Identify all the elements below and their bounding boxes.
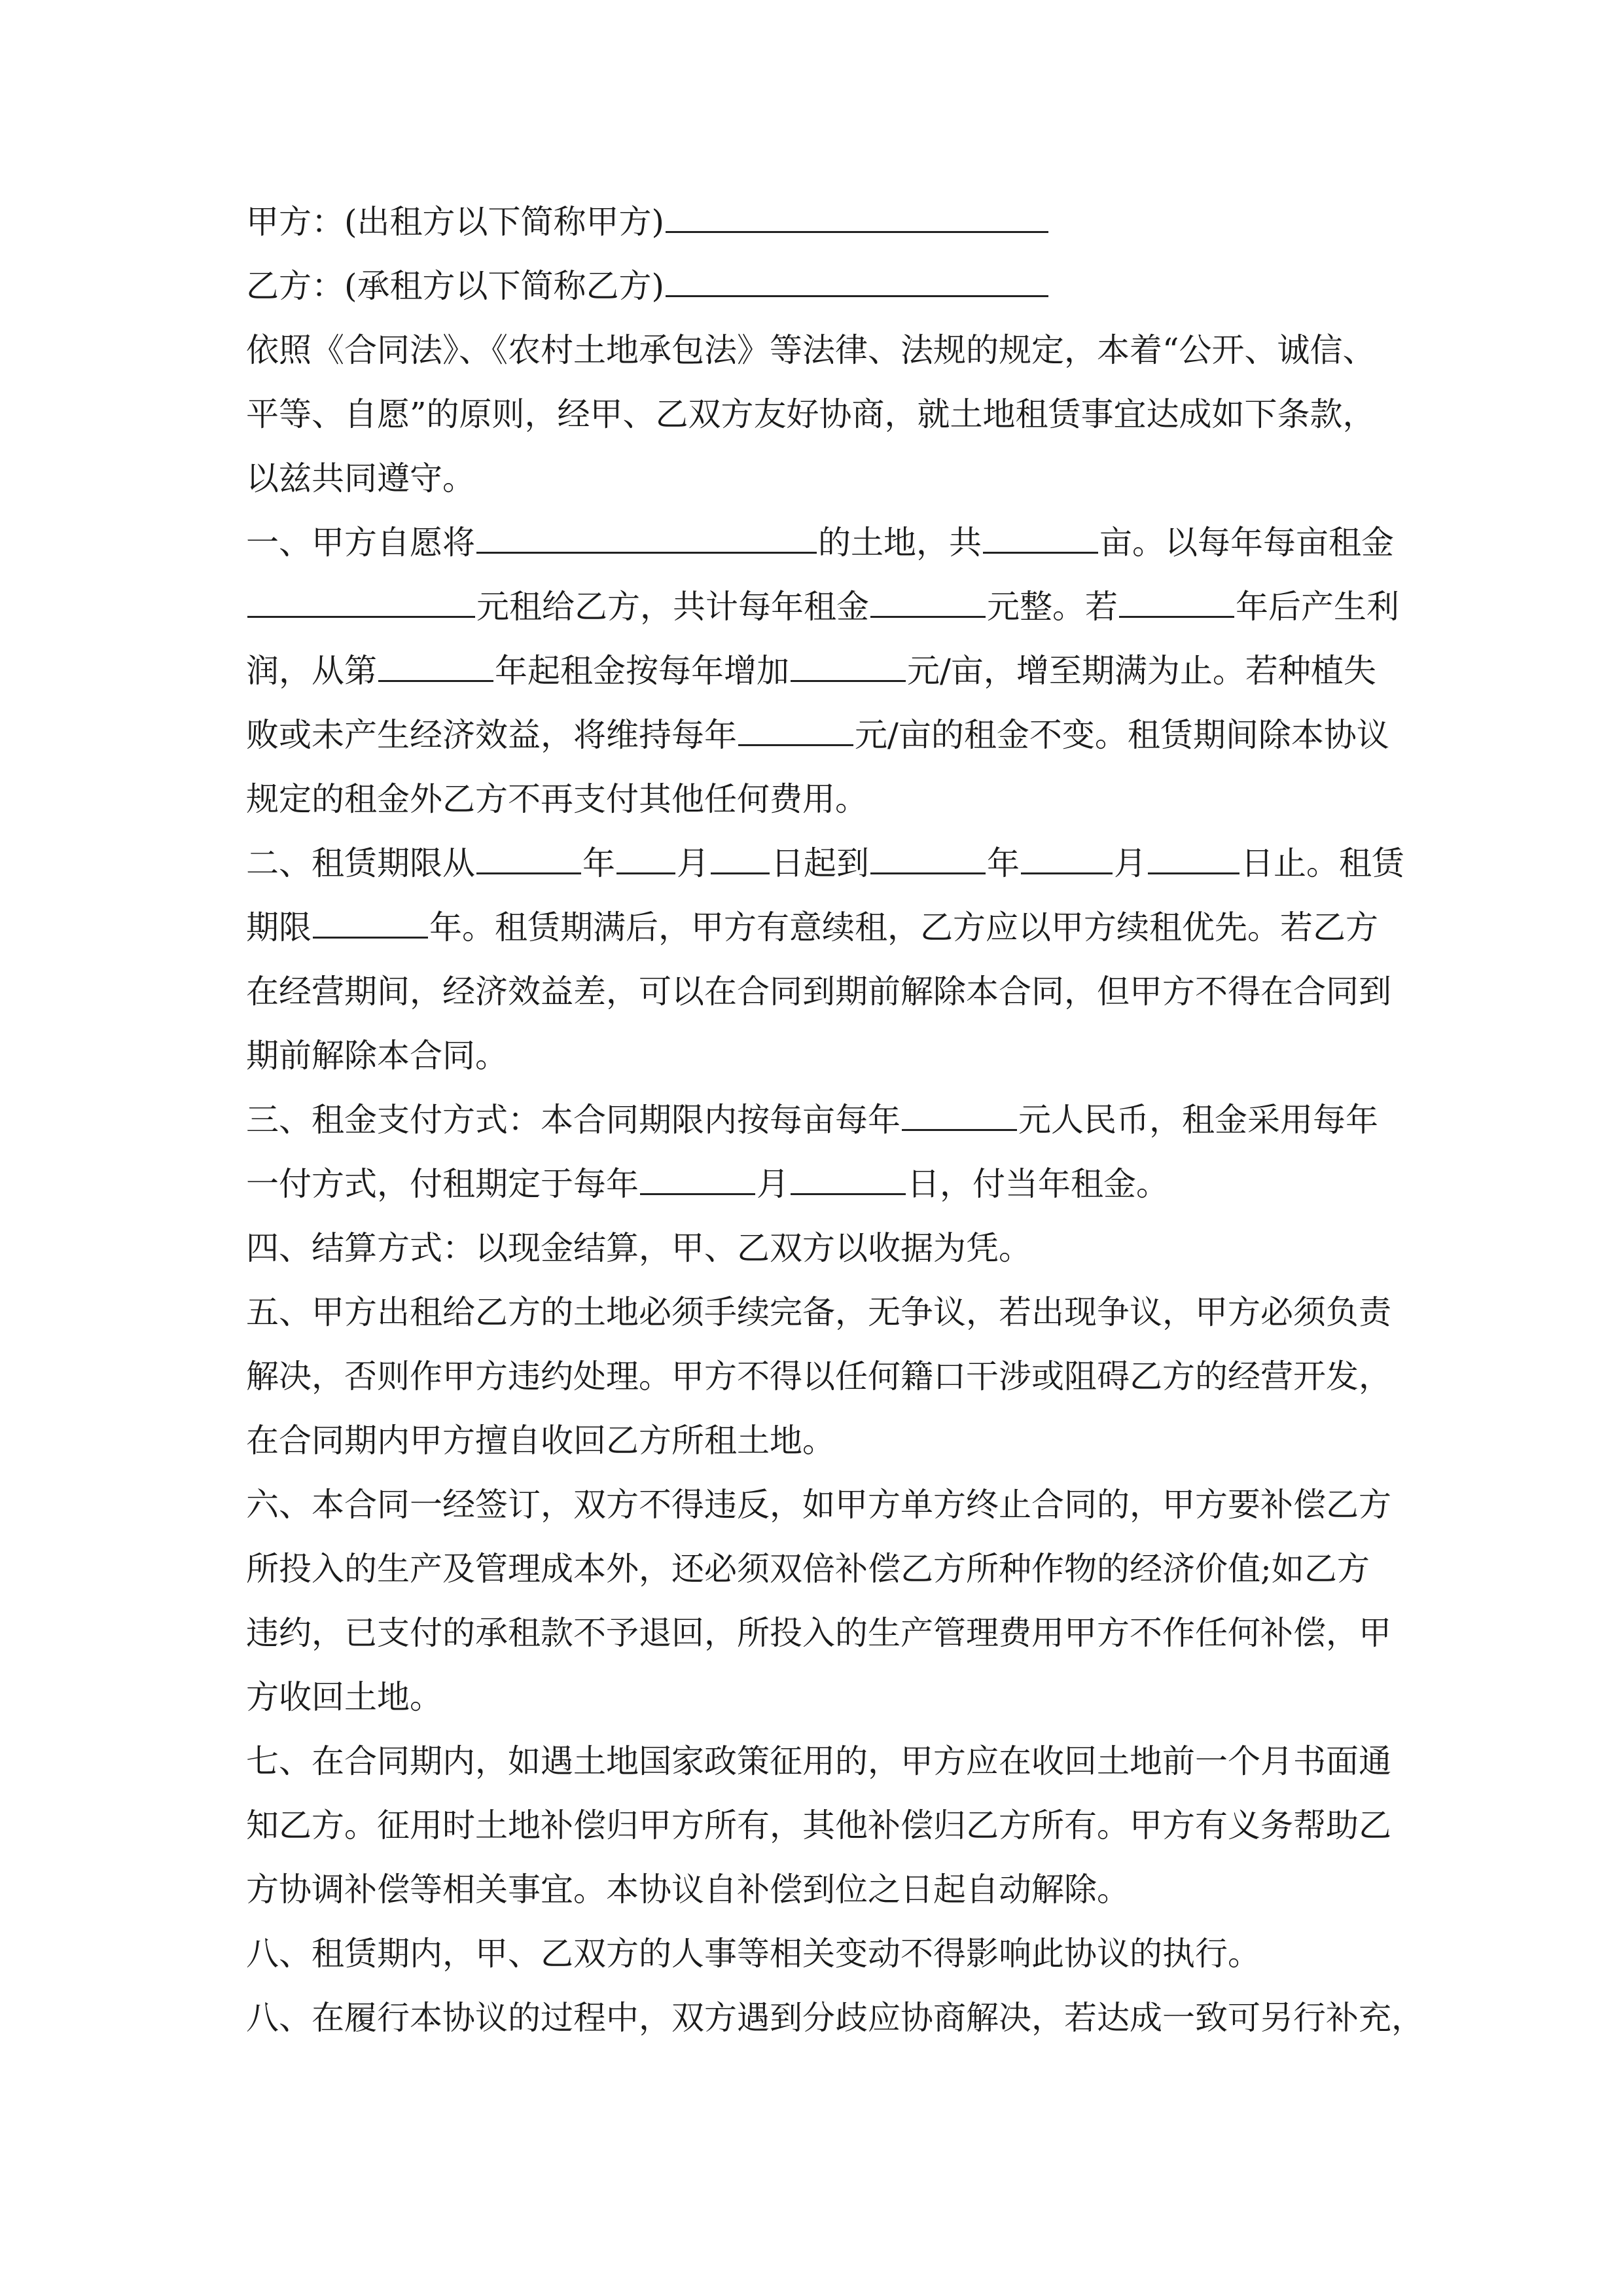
clause2-text: 日起到 — [771, 844, 869, 882]
clause2-text: 二、租赁期限从 — [246, 844, 475, 882]
clause3-text: 一付方式，付租期定于每年 — [246, 1165, 639, 1203]
payment-day-blank[interactable] — [791, 1159, 906, 1195]
clause8b-line: 八、在履行本协议的过程中，双方遇到分歧应协商解决，若达成一致可另行补充， — [246, 1999, 1424, 2037]
clause3-text: 三、租金支付方式：本合同期限内按每亩每年 — [246, 1101, 901, 1139]
increase-amount-blank[interactable] — [791, 646, 906, 682]
clause3-line — [246, 1152, 1387, 1216]
party-b-label: 乙方：(承租方以下简称乙方) — [246, 267, 665, 305]
clause6-line: 所投入的生产及管理成本外，还必须双倍补偿乙方所种作物的经济价值;如乙方 — [246, 1550, 1370, 1588]
clause5-line: 五、甲方出租给乙方的土地必须手续完备，无争议，若出现争议，甲方必须负责 — [246, 1293, 1391, 1331]
clause6-line: 方收回土地。 — [246, 1678, 442, 1716]
clause2-text: 月 — [677, 844, 709, 882]
clause1-text: 亩。以每年每亩租金 — [1099, 524, 1394, 562]
clause2-text: 日止。租赁 — [1241, 844, 1404, 882]
rent-per-mu-blank[interactable] — [247, 582, 475, 618]
clause5-line: 解决，否则作甲方违约处理。甲方不得以任何籍口干涉或阻碍乙方的经营开发， — [246, 1357, 1391, 1395]
clause2-line: 期前解除本合同。 — [246, 1037, 508, 1075]
end-day-blank[interactable] — [1148, 838, 1240, 874]
clause2-line — [246, 831, 1404, 895]
profit-years-blank[interactable] — [1119, 582, 1234, 618]
start-year-blank[interactable] — [476, 838, 581, 874]
clause2-line — [246, 895, 1387, 960]
clause1-line — [246, 511, 1394, 575]
area-mu-blank[interactable] — [983, 518, 1098, 554]
clause8a-line: 八、租赁期内，甲、乙双方的人事等相关变动不得影响此协议的执行。 — [246, 1935, 1260, 1973]
land-location-blank[interactable] — [476, 518, 817, 554]
clause7-line: 知乙方。征用时土地补偿归甲方所有，其他补偿归乙方所有。甲方有义务帮助乙 — [246, 1806, 1391, 1844]
clause1-line: 规定的租金外乙方不再支付其他任何费用。 — [246, 780, 868, 818]
clause1-text: 元/亩，增至期满为止。若种植失 — [907, 652, 1376, 690]
fallback-rent-blank[interactable] — [738, 710, 853, 746]
clause6-line: 六、本合同一经签订，双方不得违反，如甲方单方终止合同的，甲方要补偿乙方 — [246, 1486, 1391, 1524]
clause2-text: 年。租赁期满后，甲方有意续租，乙方应以甲方续租优先。若乙方 — [429, 908, 1378, 946]
start-month-blank[interactable] — [616, 838, 675, 874]
clause2-text: 年 — [582, 844, 615, 882]
clause6-line: 违约，已支付的承租款不予退回，所投入的生产管理费用甲方不作任何补偿，甲 — [246, 1614, 1391, 1652]
annual-rent-total-blank[interactable] — [870, 582, 986, 618]
preamble-line: 依照《合同法》、《农村土地承包法》等法律、法规的规定，本着“公开、诚信、 — [246, 331, 1376, 369]
party-a-name-blank[interactable] — [666, 197, 1048, 233]
clause1-text: 年起租金按每年增加 — [495, 652, 789, 690]
clause5-line: 在合同期内甲方擅自收回乙方所租土地。 — [246, 1422, 835, 1460]
clause1-text: 一、甲方自愿将 — [246, 524, 475, 562]
end-year-blank[interactable] — [870, 838, 986, 874]
clause3-text: 元人民币，租金采用每年 — [1018, 1101, 1378, 1139]
clause2-text: 期限 — [246, 908, 312, 946]
rent-rmb-blank[interactable] — [902, 1095, 1017, 1131]
clause1-line — [246, 639, 1387, 703]
payment-month-blank[interactable] — [640, 1159, 755, 1195]
clause1-text: 润，从第 — [246, 652, 377, 690]
clause2-text: 月 — [1114, 844, 1147, 882]
increase-start-year-blank[interactable] — [378, 646, 493, 682]
clause3-text: 日，付当年租金。 — [907, 1165, 1169, 1203]
clause2-text: 年 — [987, 844, 1020, 882]
preamble-line: 以兹共同遵守。 — [246, 459, 475, 497]
clause1-text: 年后产生利 — [1236, 588, 1399, 626]
clause2-line: 在经营期间，经济效益差，可以在合同到期前解除本合同，但甲方不得在合同到 — [246, 973, 1391, 1011]
clause1-text: 的土地，共 — [818, 524, 982, 562]
clause1-text: 元租给乙方，共计每年租金 — [476, 588, 869, 626]
clause1-text: 元/亩的租金不变。租赁期间除本协议 — [855, 716, 1389, 754]
clause3-line — [246, 1088, 1387, 1152]
clause7-line: 方协调补偿等相关事宜。本协议自补偿到位之日起自动解除。 — [246, 1871, 1130, 1909]
clause1-line — [246, 703, 1387, 767]
party-a-line — [246, 190, 1387, 254]
clause3-text: 月 — [757, 1165, 789, 1203]
start-day-blank[interactable] — [711, 838, 770, 874]
preamble-line: 平等、自愿”的原则，经甲、乙双方友好协商，就土地租赁事宜达成如下条款， — [246, 395, 1376, 433]
party-a-label: 甲方：(出租方以下简称甲方) — [246, 203, 665, 241]
clause1-text: 败或未产生经济效益，将维持每年 — [246, 716, 737, 754]
end-month-blank[interactable] — [1021, 838, 1113, 874]
clause1-text: 元整。若 — [987, 588, 1118, 626]
lease-term-years-blank[interactable] — [313, 903, 428, 939]
clause7-line: 七、在合同期内，如遇土地国家政策征用的，甲方应在收回土地前一个月书面通 — [246, 1742, 1391, 1780]
party-b-name-blank[interactable] — [666, 261, 1048, 297]
clause1-line — [246, 575, 1399, 639]
clause4-line: 四、结算方式：以现金结算，甲、乙双方以收据为凭。 — [246, 1229, 1031, 1267]
party-b-line — [246, 254, 1387, 318]
